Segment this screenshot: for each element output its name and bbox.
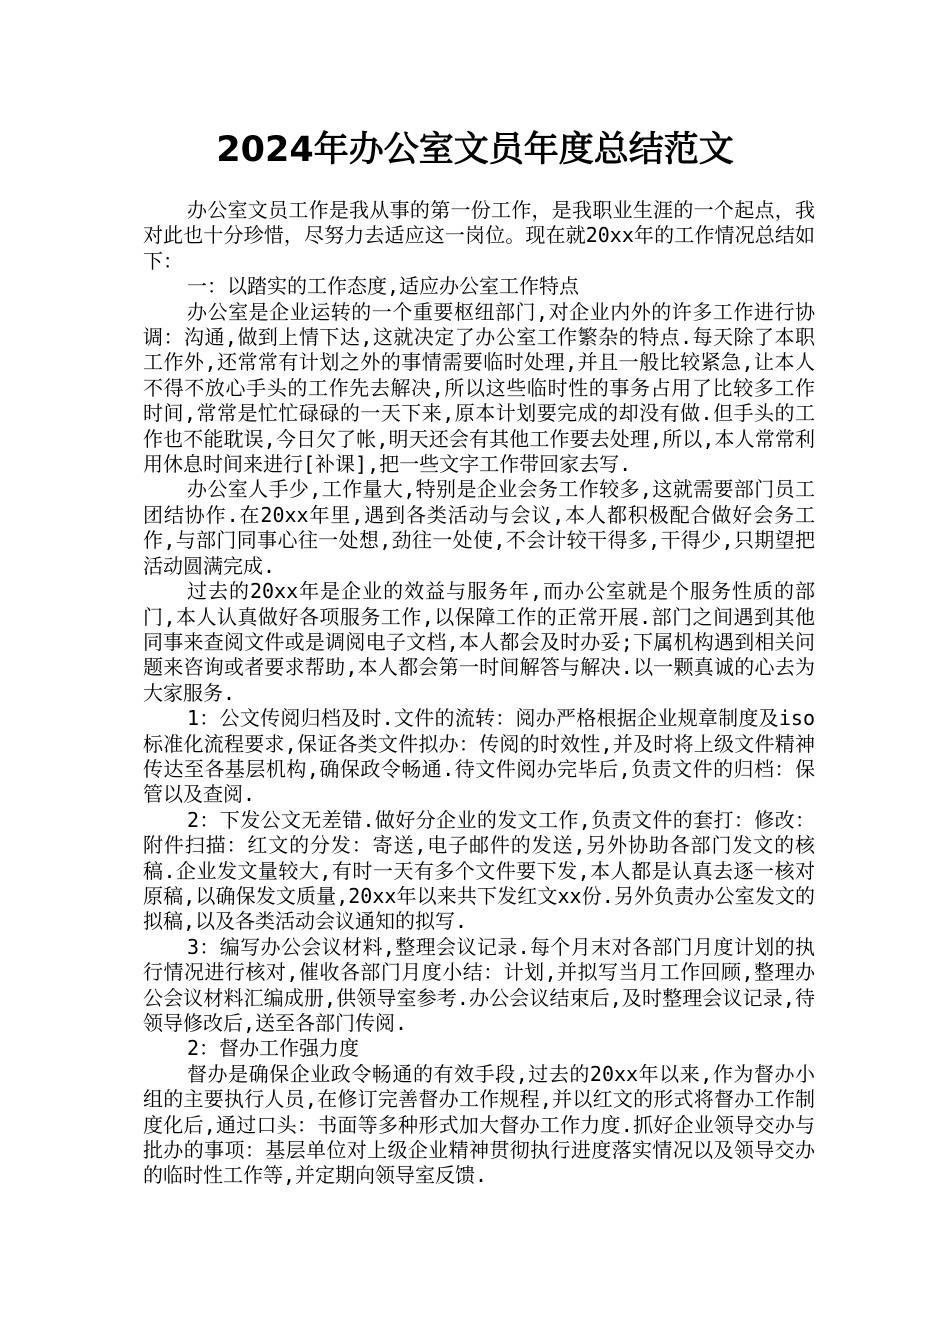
- document-body: [143, 198, 815, 1189]
- section-heading-2: 2：督办工作强力度: [187, 1036, 360, 1061]
- paragraph-intro: 办公室文员工作是我从事的第一份工作，是我职业生涯的一个起点，我对此也十分珍惜，尽努力去适应这一岗位。现在就20xx年的工作情况总结如下：: [143, 198, 815, 273]
- paragraph: 过去的20xx年是企业的效益与服务年,而办公室就是个服务性质的部门,本人认真做好各项服务工作,以保障工作的正常开展.部门之间遇到其他同事来查阅文件或是调阅电子文档,本人都会及时办妥;下属机构遇到相关问题来咨询或者要求帮助,本人都会第一时间解答与解决.以一颗真诚的心去为大家服务.: [143, 579, 815, 705]
- list-item: 3：编写办公会议材料,整理会议记录.每个月末对各部门月度计划的执行情况进行核对,催收各部门月度小结：计划,并拟写当月工作回顾,整理办公会议材料汇编成册,供领导室参考.办公会议结束后,及时整理会议记录,待领导修改后,送至各部门传阅.: [143, 934, 815, 1035]
- paragraph: 督办是确保企业政令畅通的有效手段,过去的20xx年以来,作为督办小组的主要执行人员,在修订完善督办工作规程,并以红文的形式将督办工作制度化后,通过口头：书面等多种形式加大督办工作力度.抓好企业领导交办与批办的事项：基层单位对上级企业精神贯彻执行进度落实情况以及领导交办的临时性工作等,并定期向领导室反馈.: [143, 1061, 815, 1188]
- list-item: 2：下发公文无差错.做好分企业的发文工作,负责文件的套打：修改：附件扫描：红文的分发：寄送,电子邮件的发送,另外协助各部门发文的核稿.企业发文量较大,有时一天有多个文件要下发,本人都是认真去逐一核对原稿,以确保发文质量,20xx年以来共下发红文xx份.另外负责办公室发文的拟稿,以及各类活动会议通知的拟写.: [143, 807, 815, 934]
- document-title: 2024年办公室文员年度总结范文: [216, 130, 734, 170]
- section-heading-1: 一：以踏实的工作态度,适应办公室工作特点: [187, 274, 580, 299]
- paragraph: 办公室人手少,工作量大,特别是企业会务工作较多,这就需要部门员工团结协作.在20xx年里,遇到各类活动与会议,本人都积极配合做好会务工作,与部门同事心往一处想,劲往一处使,不会计较干得多,干得少,只期望把活动圆满完成.: [143, 477, 815, 578]
- paragraph: 办公室是企业运转的一个重要枢纽部门,对企业内外的许多工作进行协调：沟通,做到上情下达,这就决定了办公室工作繁杂的特点.每天除了本职工作外,还常常有计划之外的事情需要临时处理,并且一般比较紧急,让本人不得不放心手头的工作先去解决,所以这些临时性的事务占用了比较多工作时间,常常是忙忙碌碌的一天下来,原本计划要完成的却没有做.但手头的工作也不能耽误,今日欠了帐,明天还会有其他工作要去处理,所以,本人常常利用休息时间来进行[补课],把一些文字工作带回家去写.: [143, 299, 815, 477]
- list-item: 1：公文传阅归档及时.文件的流转：阅办严格根据企业规章制度及iso标准化流程要求,保证各类文件拟办：传阅的时效性,并及时将上级文件精神传达至各基层机构,确保政令畅通.待文件阅办完毕后,负责文件的归档：保管以及查阅.: [143, 706, 815, 807]
